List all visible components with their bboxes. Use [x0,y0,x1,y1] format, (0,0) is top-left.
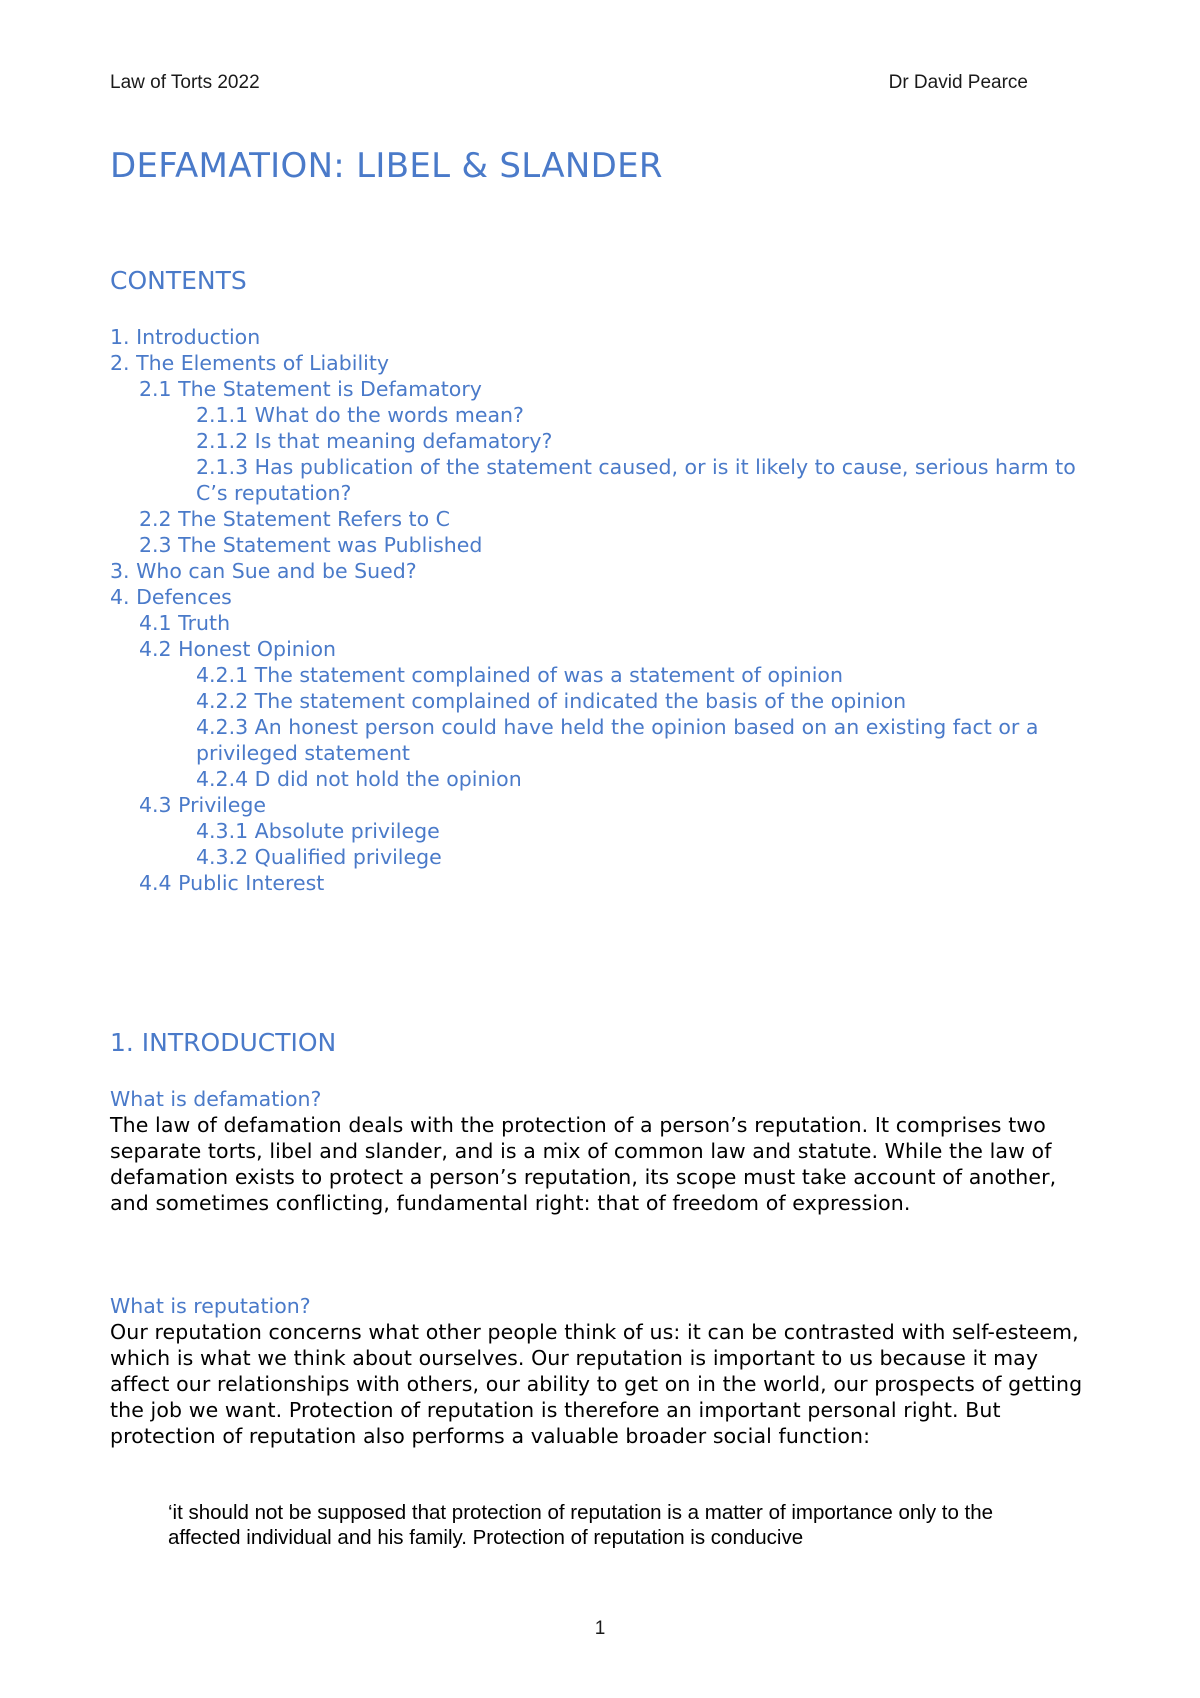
toc-item[interactable]: 1. Introduction [110,325,261,349]
contents-heading: CONTENTS [110,266,247,295]
toc-item[interactable]: 4.3 Privilege [139,793,267,817]
toc-item[interactable]: 2.3 The Statement was Published [139,533,483,557]
toc-item[interactable]: 2.1.3 Has publication of the statement caused, or is it likely to cause, serious harm to C’s reputation? [196,455,1076,505]
toc-item[interactable]: 2.2 The Statement Refers to C [139,507,450,531]
toc-item[interactable]: 4.2.1 The statement complained of was a statement of opinion [196,663,843,687]
subsection-what-is-defamation [110,1086,1100,1216]
toc-item[interactable]: 4. Defences [110,585,232,609]
toc-item[interactable]: 2. The Elements of Liability [110,351,390,375]
subheading-what-is-defamation: What is defamation? [110,1087,322,1111]
toc-item[interactable]: 4.2.3 An honest person could have held the opinion based on an existing fact or a privileged statement [196,715,1039,765]
toc-item[interactable]: 4.2.4 D did not hold the opinion [196,767,522,791]
toc-item[interactable]: 2.1 The Statement is Defamatory [139,377,482,401]
paragraph-reputation: Our reputation concerns what other people think of us: it can be contrasted with self-esteem, which is what we think about ourselves. Our reputation is important to us because it may affect our relationships with others, our ability to get on in the world, our prospects of getting the job we want. Protection of reputation is therefore an important personal right. But protection of reputation also performs a valuable broader social function: [110,1320,1083,1448]
toc-item[interactable]: 4.1 Truth [139,611,231,635]
toc-item[interactable]: 4.3.2 Qualified privilege [196,845,442,869]
header-author: Dr David Pearce [888,72,1028,93]
subsection-what-is-reputation [110,1293,1100,1449]
paragraph-defamation: The law of defamation deals with the protection of a person’s reputation. It comprises two separate torts, libel and slander, and is a mix of common law and statute. While the law of defamation exists to protect a person’s reputation, its scope must take account of another, and sometimes conflicting, fundamental right: that of freedom of expression. [110,1113,1057,1215]
page-number: 1 [594,1618,606,1639]
block-quote: ‘it should not be supposed that protection of reputation is a matter of importance only to the affected individual and his family. Protection of reputation is conducive [168,1501,994,1549]
toc-item[interactable]: 2.1.2 Is that meaning defamatory? [196,429,553,453]
toc-item[interactable]: 4.4 Public Interest [139,871,325,895]
toc-item[interactable]: 3. Who can Sue and be Sued? [110,559,417,583]
toc-item[interactable]: 4.3.1 Absolute privilege [196,819,440,843]
document-title: DEFAMATION: LIBEL & SLANDER [110,146,663,186]
table-of-contents [110,324,1110,896]
toc-item[interactable]: 2.1.1 What do the words mean? [196,403,524,427]
header-course-title: Law of Torts 2022 [110,72,260,93]
subheading-what-is-reputation: What is reputation? [110,1294,311,1318]
toc-item[interactable]: 4.2 Honest Opinion [139,637,336,661]
toc-item[interactable]: 4.2.2 The statement complained of indicated the basis of the opinion [196,689,907,713]
section-heading-introduction: 1. INTRODUCTION [110,1028,337,1057]
